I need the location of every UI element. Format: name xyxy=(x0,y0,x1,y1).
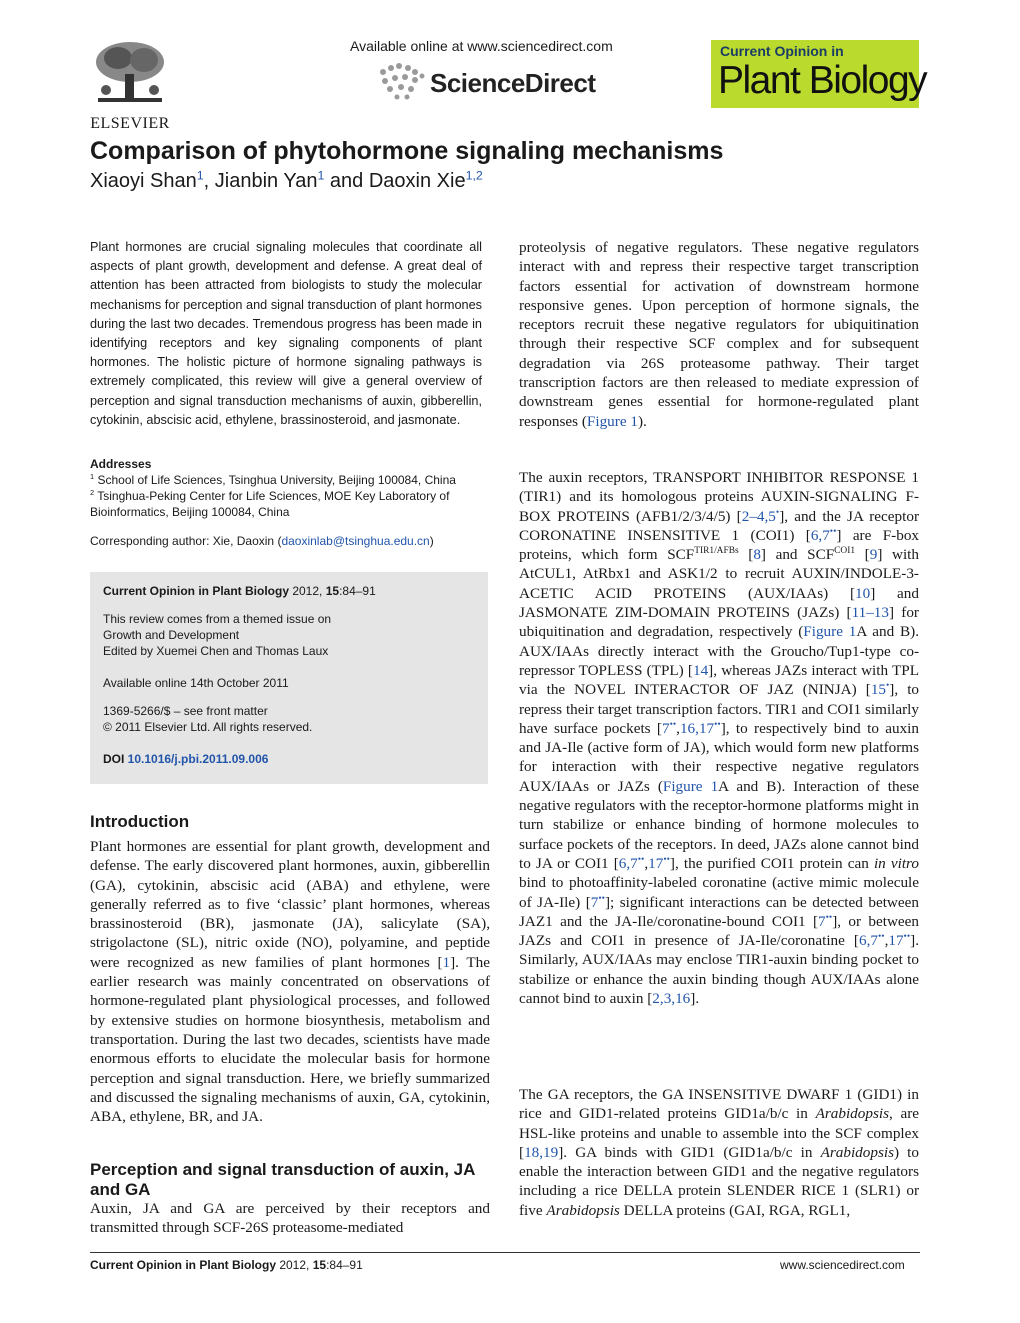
reference-marker: •• xyxy=(637,854,645,865)
reference-marker: • xyxy=(775,507,780,518)
reference-link[interactable]: 18,19 xyxy=(524,1143,559,1161)
abstract: Plant hormones are crucial signaling molecules that coordinate all aspects of plant growth, development and defense. A great deal of attention has been attracted from biologists to study the molecular mechanisms for perception and signal transduction of plant hormones during the last two decades. Tremendous progress has been made in identifying receptors and key signaling components of plant hormones. The holistic picture of hormone signaling pathways is extremely complicated, this review will give a general overview of perception and signal transduction mechanisms of auxin, gibberellin, cytokinin, abscisic acid, ethylene, brassinosteroid, and jasmonate. xyxy=(90,240,482,427)
email-link[interactable]: daoxinlab@tsinghua.edu.cn xyxy=(281,534,430,548)
reference-link[interactable]: 16,17 xyxy=(679,719,715,737)
author-list xyxy=(90,170,483,193)
reference-link[interactable]: 14 xyxy=(692,661,709,679)
journal-logo-name: Plant Biology xyxy=(718,59,927,102)
section-heading-introduction: Introduction xyxy=(90,812,190,831)
paragraph-text: , xyxy=(644,854,649,872)
doi-line xyxy=(103,751,268,767)
author-separator: , xyxy=(203,170,215,192)
col2-paragraph-1 xyxy=(519,238,919,431)
paragraph-text: ) to enable the interaction between GID1 and the negative regulators including a rice DELLA protein SLENDER RICE 1 (SLR1) or five xyxy=(519,1143,919,1219)
author-affiliation[interactable]: 1 xyxy=(196,168,204,183)
italic-text: Arabidopsis xyxy=(546,1201,620,1219)
doi-link[interactable]: 10.1016/j.pbi.2011.09.006 xyxy=(127,752,269,766)
journal-name: Current Opinion in Plant Biology xyxy=(103,584,289,598)
reference-link[interactable]: 17 xyxy=(648,854,664,872)
superscript-text: COI1 xyxy=(834,546,856,557)
paragraph-text: ], whereas JAZs interact with TPL via the NOVEL INTERACTOR OF JAZ (NINJA) [ xyxy=(519,661,919,699)
author-name: Daoxin Xie xyxy=(368,170,466,192)
italic-text: Arabidopsis xyxy=(820,1143,894,1161)
journal-pages: :84–91 xyxy=(339,584,376,598)
paragraph-text: ], or between JAZs and COI1 in presence of JA-Ile/coronatine [ xyxy=(519,912,919,950)
author-separator: and xyxy=(324,170,369,192)
reference-link[interactable]: 1 xyxy=(442,953,451,971)
footer-divider xyxy=(90,1252,920,1253)
paragraph-text: The auxin receptors, TRANSPORT INHIBITOR RESPONSE 1 (TIR1) and its homologous proteins AUXIN-SIGNALING F-BOX PROTEINS (AFB1/2/3/4/5) [ xyxy=(519,469,919,525)
paragraph-text: proteolysis of negative regulators. These negative regulators interact with and repress their respective target transcription factors essential for activation of downstream hormone responsive genes. Upon perception of hormone signals, the receptors recruit these negative regulators for ubiquitination through their respective SCF complex and for subsequent degradation via 26S proteasome pathway. Their target transcription factors are then released to mediate expression of downstream genes essential for hormone-regulated plant responses ( xyxy=(519,239,919,430)
paragraph-text: ], to repress their target transcription factors. TIR1 and COI1 similarly have surface pockets [ xyxy=(519,681,920,737)
reference-marker: •• xyxy=(903,932,911,943)
paragraph-text: , xyxy=(676,719,680,737)
author-affiliation[interactable]: 1 xyxy=(317,168,325,183)
perception-paragraph: Auxin, JA and GA are perceived by their receptors and transmitted through SCF-26S proteasome-mediated xyxy=(90,1200,490,1237)
reference-marker: •• xyxy=(825,912,833,923)
themed-line: Edited by Xuemei Chen and Thomas Laux xyxy=(103,644,329,658)
author-name: Jianbin Yan xyxy=(214,170,318,192)
footer-pages: :84–91 xyxy=(326,1258,363,1272)
paragraph-text: ]. The earlier research was mainly concentrated on observations of hormone-regulated plant physiological processes, and followed by extensive studies on hormone biosynthesis, metabolism and transportation. During the last two decades, scientists have made enormous efforts to elucidate the molecular basis for hormone perception and signal transduction. Here, we briefly summarized and discussed the signaling mechanisms of auxin, GA, cytokinin, ABA, ethylene, BR, and JA. xyxy=(90,953,490,1126)
publisher-name: ELSEVIER xyxy=(90,115,170,132)
superscript-text: TIR1/AFBs xyxy=(694,546,739,557)
paragraph-text: ] for ubiquitination and degradation, respectively ( xyxy=(519,604,919,641)
address-text: Tsinghua-Peking Center for Life Sciences, MOE Key Laboratory of Bioinformatics, Beijing 100084, China xyxy=(90,489,450,519)
doi-label: DOI xyxy=(103,752,128,766)
paragraph-text: Plant hormones are essential for plant growth, development and defense. The early discovered plant hormones, auxin, gibberellin (GA), cytokinin, abscisic acid (ABA) and ethylene, were generally referred as to five ‘classic’ plant hormones, whereas brassinosteroid (BR), jasmonate (JA), salicylate (SA), strigolactone (SL), nitric oxide (NO), polyamine, and peptide were recognized as new families of plant hormones [ xyxy=(90,838,490,971)
reference-link[interactable]: 10 xyxy=(855,584,871,602)
paragraph-text: ]. GA binds with GID1 (GID1a/b/c in xyxy=(558,1143,821,1161)
sciencedirect-logo-text: ScienceDirect xyxy=(430,68,596,98)
paragraph-text: ]. xyxy=(690,990,700,1008)
journal-citation xyxy=(103,583,376,599)
paragraph-text: bind to photoaffinity-labeled coronatine (active mimic molecule of JA-Ile) [ xyxy=(519,874,919,911)
col2-paragraph-2 xyxy=(519,468,919,1008)
available-online-text[interactable]: Available online at www.sciencedirect.com xyxy=(350,38,613,54)
journal-logo-top: Current Opinion in xyxy=(720,43,844,59)
reference-marker: •• xyxy=(877,932,885,943)
paragraph-text: [ xyxy=(738,546,754,564)
footer-journal: Current Opinion in Plant Biology xyxy=(90,1258,276,1272)
address-text: School of Life Sciences, Tsinghua University, Beijing 100084, China xyxy=(97,473,456,487)
reference-link[interactable]: 6,7 xyxy=(858,932,878,950)
paragraph-text: A and B). Interaction of these negative regulators with the receptor-hormone platforms might in turn stabilize or enhance binding of hormone molecules to surface pockets of the receptors. In deed, JAZs alone cannot bind to JA or COI1 [ xyxy=(519,777,919,872)
paragraph-text: ] and SCF xyxy=(760,546,835,564)
reference-marker: •• xyxy=(829,526,837,537)
figure-link[interactable]: Figure 1 xyxy=(586,412,638,430)
paragraph-text: , xyxy=(884,932,889,950)
reference-link[interactable]: 7 xyxy=(590,893,599,911)
paragraph-text: [ xyxy=(855,546,870,564)
reference-link[interactable]: 6,7 xyxy=(810,526,830,544)
corresponding-suffix: ) xyxy=(429,534,434,548)
paragraph-text: ]; significant interactions can be detected between JAZ1 and the JA-Ile/coronatine-bound COI1 [ xyxy=(519,893,919,930)
introduction-paragraph xyxy=(90,837,490,1126)
article-info-box xyxy=(90,572,488,784)
italic-text: Arabidopsis xyxy=(815,1105,889,1123)
journal-logo xyxy=(711,40,927,108)
corresponding-author xyxy=(90,534,490,548)
section-heading-perception: Perception and signal transduction of auxin, JA and GA xyxy=(90,1160,475,1199)
addresses-heading: Addresses xyxy=(90,457,152,471)
paragraph-text: The GA receptors, the GA INSENSITIVE DWARF 1 (GID1) in rice and GID1-related proteins GID1a/b/c in xyxy=(519,1086,919,1123)
reference-marker: •• xyxy=(714,719,721,730)
paragraph-text: ]. Similarly, AUX/IAAs may enclose TIR1-auxin binding pocket to stabilize or enhance the auxin binding though AUX/IAAs alone cannot bind to auxin [ xyxy=(519,932,919,1008)
reference-link[interactable]: 9 xyxy=(869,546,878,564)
themed-issue xyxy=(103,611,463,659)
themed-line: This review comes from a themed issue on xyxy=(103,612,332,626)
reference-link[interactable]: 15 xyxy=(870,681,886,699)
corresponding-label: Corresponding author: Xie, Daoxin ( xyxy=(90,534,282,548)
paragraph-text: ], to respectively bind to auxin and JA-Ile (active form of JA), which would form new platforms for interaction with their respective negative regulators AUX/IAAs or JAZs ( xyxy=(519,719,919,795)
copyright-line: © 2011 Elsevier Ltd. All rights reserved. xyxy=(103,720,313,734)
reference-link[interactable]: 7 xyxy=(661,719,670,737)
elsevier-logo xyxy=(85,40,175,133)
available-date: Available online 14th October 2011 xyxy=(103,676,289,690)
reference-link[interactable]: 2–4,5 xyxy=(741,507,776,525)
col2-paragraph-3 xyxy=(519,1085,919,1220)
reference-link[interactable]: 11–13 xyxy=(851,604,889,622)
reference-link[interactable]: Figure 1 xyxy=(662,777,719,795)
reference-marker: •• xyxy=(663,854,670,865)
reference-link[interactable]: Figure 1 xyxy=(803,623,857,641)
reference-link[interactable]: 7 xyxy=(818,912,826,930)
paragraph-text: ], and the JA receptor CORONATINE INSENSITIVE 1 (COI1) [ xyxy=(519,507,919,544)
paragraph-text: A and B). AUX/IAAs directly interact with the Groucho/Tup1-type co-repressor TOPLESS (TPL) [ xyxy=(519,623,919,679)
author-name: Xiaoyi Shan xyxy=(90,170,197,192)
elsevier-tree-icon xyxy=(88,40,172,108)
footer-url[interactable]: www.sciencedirect.com xyxy=(780,1258,905,1272)
address-2 xyxy=(90,488,490,520)
author-affiliation[interactable]: 1,2 xyxy=(465,168,483,183)
paragraph-text: ] with AtCUL1, AtRbx1 and ASK1/2 to recruit AUXIN/INDOLE-3-ACETIC ACID PROTEINS (AUX/IAAs) [ xyxy=(519,546,919,602)
paragraph-text: DELLA proteins (GAI, RGA, RGL1, xyxy=(619,1201,851,1219)
footer-volume: 15 xyxy=(312,1258,327,1272)
journal-volume: 15 xyxy=(325,584,340,598)
address-1 xyxy=(90,472,490,488)
paragraph-text: ] and JASMONATE ZIM-DOMAIN PROTEINS (JAZs) [ xyxy=(519,584,919,622)
reference-link[interactable]: 17 xyxy=(888,932,904,950)
addresses xyxy=(90,456,490,520)
journal-year: 2012, xyxy=(289,584,326,598)
italic-text: in vitro xyxy=(873,854,919,872)
address-number: 2 xyxy=(90,488,95,497)
reference-marker: •• xyxy=(669,719,677,730)
footer-year: 2012, xyxy=(276,1258,313,1272)
paragraph-text: ], the purified COI1 protein can xyxy=(669,854,874,872)
themed-line: Growth and Development xyxy=(103,628,240,642)
issn-line: 1369-5266/$ – see front matter xyxy=(103,704,268,718)
paragraph-text: ] are F-box proteins, which form SCF xyxy=(519,526,920,564)
article-title: Comparison of phytohormone signaling mechanisms xyxy=(90,137,724,165)
reference-marker: •• xyxy=(598,893,605,904)
paragraph-text: , are HSL-like proteins and unable to assemble into the SCF complex [ xyxy=(519,1105,919,1161)
reference-marker: • xyxy=(886,681,890,692)
address-number: 1 xyxy=(90,472,95,481)
reference-link[interactable]: 6,7 xyxy=(618,854,638,872)
reference-link[interactable]: 8 xyxy=(753,546,761,564)
footer-citation xyxy=(90,1258,363,1272)
paragraph-text: ). xyxy=(637,412,647,430)
reference-link[interactable]: 2,3,16 xyxy=(652,990,691,1008)
